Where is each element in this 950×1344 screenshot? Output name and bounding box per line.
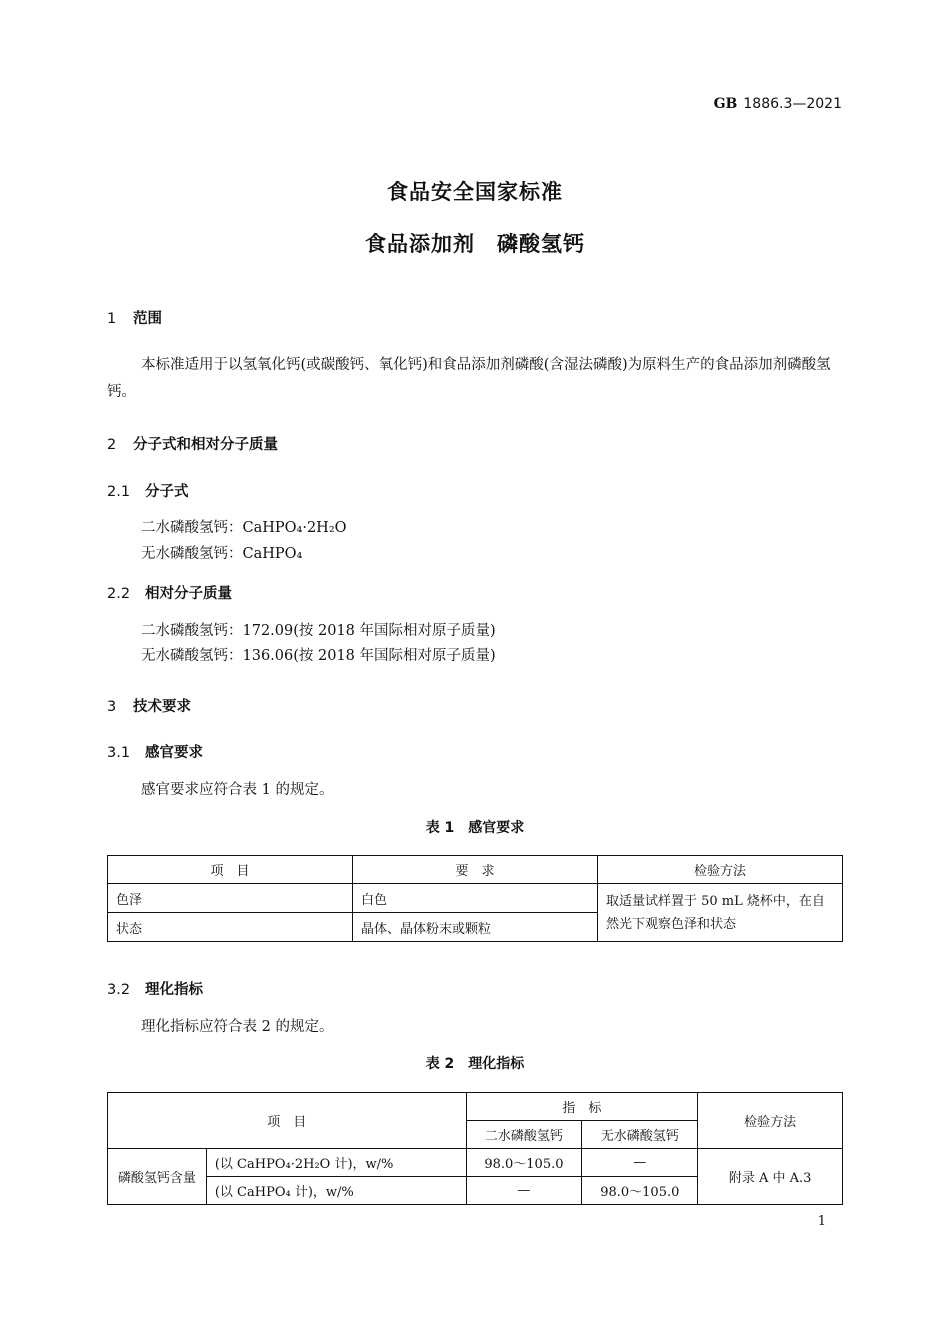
- section-title: 感官要求: [145, 745, 203, 761]
- table-2-caption: 表 2 理化指标: [425, 1056, 525, 1072]
- row-sub-label: (以 CaHPO₄·2H₂O 计)，w/%: [206, 1149, 466, 1177]
- table-1-caption: 表 1 感官要求: [425, 820, 525, 836]
- table-header-row: [108, 1093, 843, 1121]
- document-title: 食品安全国家标准: [387, 180, 563, 204]
- section-title: 技术要求: [133, 699, 191, 715]
- section-2-2-heading: [107, 582, 232, 603]
- item-cell: 色泽: [108, 884, 353, 913]
- formula-dihydrate: 二水磷酸氢钙：CaHPO₄·2H₂O: [141, 520, 347, 536]
- physchem-text: 理化指标应符合表 2 的规定。: [141, 1019, 334, 1035]
- table-header-row: [108, 856, 843, 884]
- header-index: 指 标: [466, 1093, 698, 1121]
- section-title: 分子式和相对分子质量: [133, 437, 278, 453]
- value-cell: 98.0～105.0: [582, 1177, 698, 1205]
- method-cell: 附录 A 中 A.3: [698, 1149, 843, 1205]
- header-item: 项 目: [108, 1093, 467, 1149]
- method-cell: 取适量试样置于 50 mL 烧杯中，在自然光下观察色泽和状态: [598, 884, 843, 942]
- standard-number: 1886.3—2021: [743, 96, 842, 112]
- section-number: 3.2: [107, 982, 131, 998]
- value-cell: —: [582, 1149, 698, 1177]
- header-requirement: 要 求: [353, 856, 598, 884]
- header-method: 检验方法: [598, 856, 843, 884]
- requirement-cell: 白色: [353, 884, 598, 913]
- section-title: 分子式: [145, 484, 189, 500]
- section-1-heading: [107, 307, 162, 328]
- scope-paragraph: 本标准适用于以氢氧化钙(或碳酸钙、氧化钙)和食品添加剂磷酸(含湿法磷酸)为原料生产的食品添加剂磷酸氢钙。: [107, 357, 831, 400]
- standard-prefix: GB: [713, 96, 738, 112]
- section-2-1-heading: [107, 480, 189, 501]
- formula-anhydrous: 无水磷酸氢钙：CaHPO₄: [141, 546, 303, 562]
- item-cell: 状态: [108, 913, 353, 942]
- section-number: 1: [107, 311, 117, 327]
- standard-code: [714, 96, 842, 112]
- section-3-1-heading: [107, 741, 203, 762]
- section-3-heading: [107, 695, 191, 716]
- mass-anhydrous: 无水磷酸氢钙：136.06(按 2018 年国际相对原子质量): [141, 648, 496, 664]
- section-title: 范围: [133, 311, 162, 327]
- mass-dihydrate: 二水磷酸氢钙：172.09(按 2018 年国际相对原子质量): [141, 623, 496, 639]
- document-subtitle: 食品添加剂 磷酸氢钙: [365, 232, 585, 256]
- row-label: 磷酸氢钙含量: [108, 1149, 207, 1205]
- row-sub-label: (以 CaHPO₄ 计)，w/%: [206, 1177, 466, 1205]
- section-3-2-heading: [107, 978, 203, 999]
- value-cell: 98.0～105.0: [466, 1149, 582, 1177]
- header-anhydrous: 无水磷酸氢钙: [582, 1121, 698, 1149]
- table-row: [108, 1149, 843, 1177]
- value-cell: —: [466, 1177, 582, 1205]
- header-method: 检验方法: [698, 1093, 843, 1149]
- section-number: 2.1: [107, 484, 131, 500]
- requirement-cell: 晶体、晶体粉末或颗粒: [353, 913, 598, 942]
- header-dihydrate: 二水磷酸氢钙: [466, 1121, 582, 1149]
- section-number: 2: [107, 437, 117, 453]
- table-row: [108, 884, 843, 913]
- section-2-heading: [107, 433, 278, 454]
- table-physchem: [107, 1092, 843, 1205]
- header-item: 项 目: [108, 856, 353, 884]
- section-number: 2.2: [107, 586, 131, 602]
- section-number: 3.1: [107, 745, 131, 761]
- sensory-text: 感官要求应符合表 1 的规定。: [141, 782, 334, 798]
- table-sensory: [107, 855, 843, 942]
- page-number: 1: [817, 1214, 826, 1229]
- section-title: 相对分子质量: [145, 586, 232, 602]
- section-title: 理化指标: [145, 982, 203, 998]
- section-number: 3: [107, 699, 117, 715]
